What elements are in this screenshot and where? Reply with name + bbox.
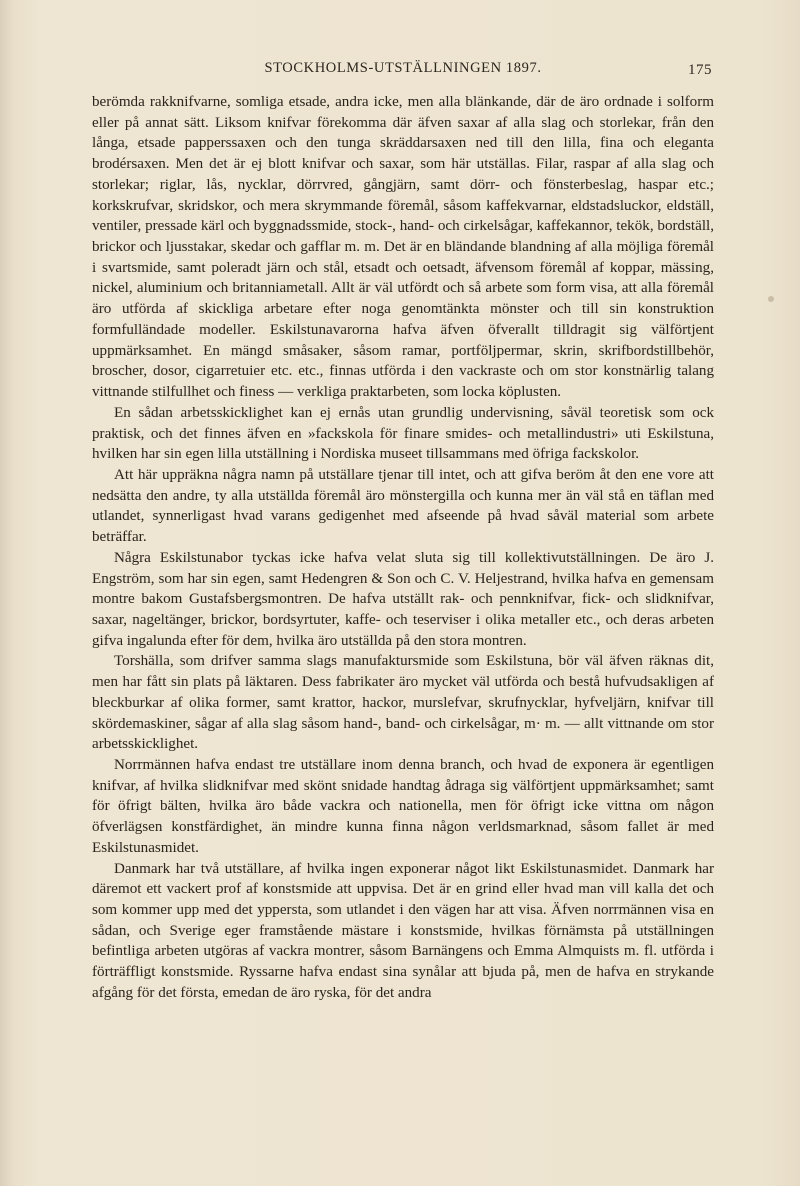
running-title: STOCKHOLMS-UTSTÄLLNINGEN 1897. <box>264 60 542 76</box>
body-text <box>92 92 714 1004</box>
paragraph-7: Danmark har två utställare, af hvilka ingen exponerar något likt Eskilstunasmidet. Danmark har däremot ett vackert prof af konstsmide att uppvisa. Det är en grind eller hvad man vill kalla det och som kommer upp med det yppersta, som utlandet i den vägen har att visa. Äfven norrmännen visa en sådan, och Sverige eger framstående mästare i konstsmide, hvilkas förnämsta på utställningen befintliga arbeten utgöras af vackra montrer, såsom Barnängens och Emma Almquists m. fl. utförda i förträffligt konstsmide. Ryssarne hafva endast sina synålar att bjuda på, men de hafva en strykande afgång för det första, emedan de äro ryska, för det andra <box>92 860 714 1001</box>
page-number: 175 <box>688 62 712 78</box>
page-header <box>92 60 714 88</box>
paragraph-2: En sådan arbetsskicklighet kan ej ernås utan grundlig undervisning, såväl teoretisk som ock praktisk, och det finnes äfven en »fackskola för finare smides- och metallindustri» uti Eskilstuna, hvilken har sin egen lilla utställning i Nordiska museet tillsammans med öfriga fackskolor. <box>92 404 714 463</box>
paragraph-1: berömda rakknifvarne, somliga etsade, andra icke, men alla blänkande, där de äro ordnade i solform eller på annat sätt. Liksom knifvar förekomma där äfven saxar af alla slag och storlekar, från den långa, etsade papperssaxen och den tunga skräddarsaxen ned till den lilla, fina och eleganta brodérsaxen. Men det är ej blott knifvar och saxar, som här utställas. Filar, raspar af alla slag och storlekar; riglar, lås, nycklar, dörrvred, gångjärn, samt dörr- och fönsterbeslag, haspar etc.; korkskrufvar, skridskor, och mera skrymmande föremål, såsom kaffekvarnar, eldstadsluckor, eldställ, ventiler, pressade kärl och byggnadssmide, stock-, hand- och cirkelsågar, kaffekannor, tekök, bordställ, brickor och ljusstakar, skedar och gafflar m. m. Det är en bländande blandning af alla möjliga föremål i svartsmide, samt poleradt järn och stål, etsadt och oetsadt, äfvensom föremål af koppar, mässing, nickel, aluminium och britanniametall. Allt är väl utfördt och så arbete som form visa, att alla föremål äro utförda af skickliga arbetare efter noga genomtänkta mönster och till sin konstruktion formfulländade modeller. Eskilstunavarorna hafva äfven öfverallt tilldragit sig välförtjent uppmärksamhet. En mängd småsaker, såsom ramar, portföljpermar, skrin, skrifbordstillbehör, broscher, dosor, cigarretuier etc. etc., finnas utförda i den vackraste och om stor konstnärlig talang vittnande stilfullhet och finess — verkliga praktarbeten, som locka köplusten. <box>92 94 714 401</box>
paragraph-6: Norrmännen hafva endast tre utställare inom denna branch, och hvad de exponera är egentligen knifvar, af hvilka slidknifvar med skönt snidade handtag ådraga sig välförtjent uppmärksamhet; samt för öfrigt bälten, hvilka äro både vackra och nationella, men för öfrigt icke vittna om någon öfverlägsen konstfärdighet, än mindre kunna finna någon verldsmarknad, såsom fallet är med Eskilstunasmidet. <box>92 757 714 856</box>
paragraph-5: Torshälla, som drifver samma slags manufaktursmide som Eskilstuna, bör väl äfven räknas dit, men har fått sin plats på läktaren. Dess fabrikater äro mycket väl utförda och bestå hufvudsakligen af bleckburkar af olika former, samt krattor, hackor, murslefvar, skrufnycklar, hyfveljärn, knifvar till skördemaskiner, sågar af alla slag såsom hand-, band- och cirkelsågar, m· m. — allt vittnande om stor arbetsskicklighet. <box>92 653 714 753</box>
paper-spot <box>768 296 774 302</box>
paragraph-3: Att här uppräkna några namn på utställare tjenar till intet, och att gifva beröm åt den ene vore att nedsätta den andre, ty alla utställda föremål äro mönstergilla och kunna mer än väl stå en täflan med utlandet, synnerligast hvad varans gedigenhet med afseende på hvad såväl material som arbete beträffar. <box>92 466 714 546</box>
paragraph-4: Några Eskilstunabor tyckas icke hafva velat sluta sig till kollektivutställningen. De äro J. Engström, som har sin egen, samt Hedengren & Son och C. V. Heljestrand, hvilka hafva en gemensam montre bakom Gustafsbergsmontren. De hafva utställt rak- och pennknifvar, fick- och slidknifvar, saxar, nageltänger, brickor, bordsyrtuter, kaffe- och teserviser i olika metaller etc., och deras arbeten gifva ingalunda efter för dem, hvilka äro utställda på den stora montren. <box>92 549 714 649</box>
